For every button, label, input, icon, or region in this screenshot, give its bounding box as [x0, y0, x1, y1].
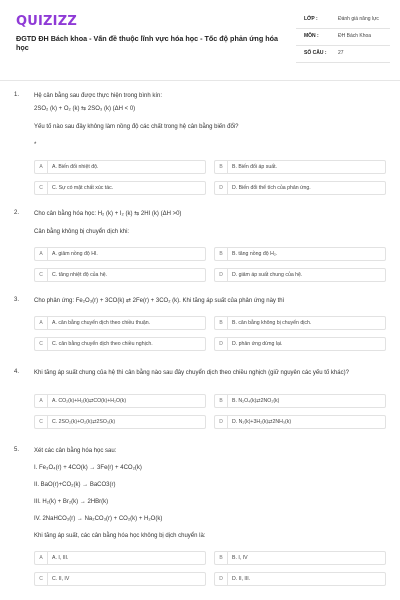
option-c[interactable]: [34, 268, 206, 282]
option-text: C. II, IV: [52, 576, 70, 582]
option-letter: A: [35, 395, 48, 407]
option-c[interactable]: [34, 415, 206, 429]
option-text: A. CO₂(k)+H₂(k)⇄CO(k)+H₂O(k): [52, 398, 127, 404]
question-text: Xét các cân bằng hóa học sau:: [34, 448, 117, 454]
option-letter: A: [35, 161, 48, 173]
option-b[interactable]: [214, 316, 386, 330]
option-d[interactable]: [214, 181, 386, 195]
option-text: D. Biến đổi thể tích của phản ứng.: [232, 185, 311, 191]
option-b[interactable]: [214, 160, 386, 174]
question-line: Khi tăng áp suất, các cân bằng hóa học không bị dịch chuyển là:: [34, 533, 206, 539]
question-number: 1.: [14, 92, 20, 98]
option-a[interactable]: [34, 394, 206, 408]
option-letter: D: [215, 338, 228, 350]
option-a[interactable]: [34, 551, 206, 565]
option-letter: C: [35, 338, 48, 350]
option-text: D. phản ứng dừng lại.: [232, 341, 283, 347]
meta-row-class: [296, 12, 390, 29]
option-a[interactable]: [34, 316, 206, 330]
option-letter: A: [35, 317, 48, 329]
meta-label: SỐ CÂU :: [304, 50, 327, 56]
question-line: III. H₂(k) + Br₂(k) → 2HBr(k): [34, 499, 109, 505]
question-line: *: [34, 142, 37, 148]
question-text: Khi tăng áp suất chung của hệ thì cân bằng nào sau đây chuyển dịch theo chiều nghịch (giữ nguyên các yếu tố khác)?: [34, 370, 349, 376]
option-b[interactable]: [214, 394, 386, 408]
question-text: Hệ cân bằng sau được thực hiện trong bình kín:: [34, 93, 163, 99]
quizizz-logo: QUIZIZZ: [16, 14, 77, 29]
option-text: C. tăng nhiệt độ của hệ.: [52, 272, 108, 278]
option-letter: D: [215, 573, 228, 585]
question-number: 4.: [14, 369, 20, 375]
option-d[interactable]: [214, 337, 386, 351]
option-d[interactable]: [214, 572, 386, 586]
option-c[interactable]: [34, 572, 206, 586]
option-letter: A: [35, 552, 48, 564]
option-text: A. cân bằng chuyển dịch theo chiều thuận.: [52, 320, 151, 326]
question-number: 2.: [14, 210, 20, 216]
option-c[interactable]: [34, 337, 206, 351]
question-line: 2SO₂ (k) + O₂ (k) ⇆ 2SO₃ (k) (ΔH < 0): [34, 106, 136, 112]
question-line: Yếu tố nào sau đây không làm nồng độ các chất trong hệ cân bằng biến đổi?: [34, 124, 239, 130]
question-line: I. Fe₃O₄(r) + 4CO(k) → 3Fe(r) + 4CO₂(k): [34, 465, 142, 471]
option-letter: C: [35, 182, 48, 194]
meta-row-subject: [296, 29, 390, 46]
option-text: A. Biến đổi nhiệt độ.: [52, 164, 99, 170]
option-text: C. Sự có mặt chất xúc tác.: [52, 185, 114, 191]
option-a[interactable]: [34, 160, 206, 174]
option-d[interactable]: [214, 415, 386, 429]
question-text: Cho phản ứng: Fe₂O₃(r) + 3CO(k) ⇄ 2Fe(r) + 3CO₂ (k). Khi tăng áp suất của phản ứng này thì: [34, 298, 285, 304]
option-text: A. I, III.: [52, 555, 69, 561]
option-letter: D: [215, 269, 228, 281]
question-text: Cho cân bằng hóa học: H₂ (k) + I₂ (k) ⇆ 2HI (k) (ΔH >0): [34, 211, 182, 217]
option-letter: C: [35, 269, 48, 281]
option-letter: B: [215, 552, 228, 564]
option-letter: B: [215, 248, 228, 260]
question-number: 3.: [14, 297, 20, 303]
page-title: ĐGTD ĐH Bách khoa - Vấn đề thuộc lĩnh vực hóa học - Tốc độ phản ứng hóa học: [16, 34, 278, 52]
meta-label: LỚP :: [304, 16, 318, 22]
option-letter: B: [215, 395, 228, 407]
option-text: C. cân bằng chuyển dịch theo chiều nghịch.: [52, 341, 153, 347]
meta-value: 27: [338, 50, 344, 56]
option-letter: C: [35, 416, 48, 428]
question-line: Cân bằng không bị chuyển dịch khi:: [34, 229, 130, 235]
question-line: II. BaO(r)+CO₂(k) → BaCO3(r): [34, 482, 116, 488]
header-divider: [0, 80, 400, 81]
option-text: B. I, IV: [232, 555, 248, 561]
option-letter: C: [35, 573, 48, 585]
option-d[interactable]: [214, 268, 386, 282]
option-letter: B: [215, 317, 228, 329]
option-b[interactable]: [214, 247, 386, 261]
meta-value: ĐH Bách Khoa: [338, 33, 372, 39]
option-text: C. 2SO₂(k)+O₂(k)⇄2SO₃(k): [52, 419, 116, 425]
option-letter: B: [215, 161, 228, 173]
option-text: D. giảm áp suất chung của hệ.: [232, 272, 303, 278]
option-text: D. N₂(k)+3H₂(k)⇄2NH₃(k): [232, 419, 292, 425]
option-letter: A: [35, 248, 48, 260]
option-c[interactable]: [34, 181, 206, 195]
meta-row-count: [296, 46, 390, 63]
option-a[interactable]: [34, 247, 206, 261]
question-line: IV. 2NaHCO₃(r) → Na₂CO₃(r) + CO₂(k) + H₂O(k): [34, 516, 163, 522]
option-text: B. cân bằng không bị chuyển dịch.: [232, 320, 312, 326]
option-letter: D: [215, 182, 228, 194]
meta-panel: [296, 12, 390, 63]
option-letter: D: [215, 416, 228, 428]
meta-label: MÔN :: [304, 33, 319, 39]
option-b[interactable]: [214, 551, 386, 565]
option-text: B. N₂O₄(k)⇄2NO₂(k): [232, 398, 280, 404]
option-text: A. giảm nồng độ HI.: [52, 251, 98, 257]
option-text: B. Biến đổi áp suất.: [232, 164, 277, 170]
question-number: 5.: [14, 447, 20, 453]
meta-value: Đánh giá năng lực: [338, 16, 379, 22]
option-text: D. II, III.: [232, 576, 251, 582]
option-text: B. tăng nồng độ H₂.: [232, 251, 278, 257]
